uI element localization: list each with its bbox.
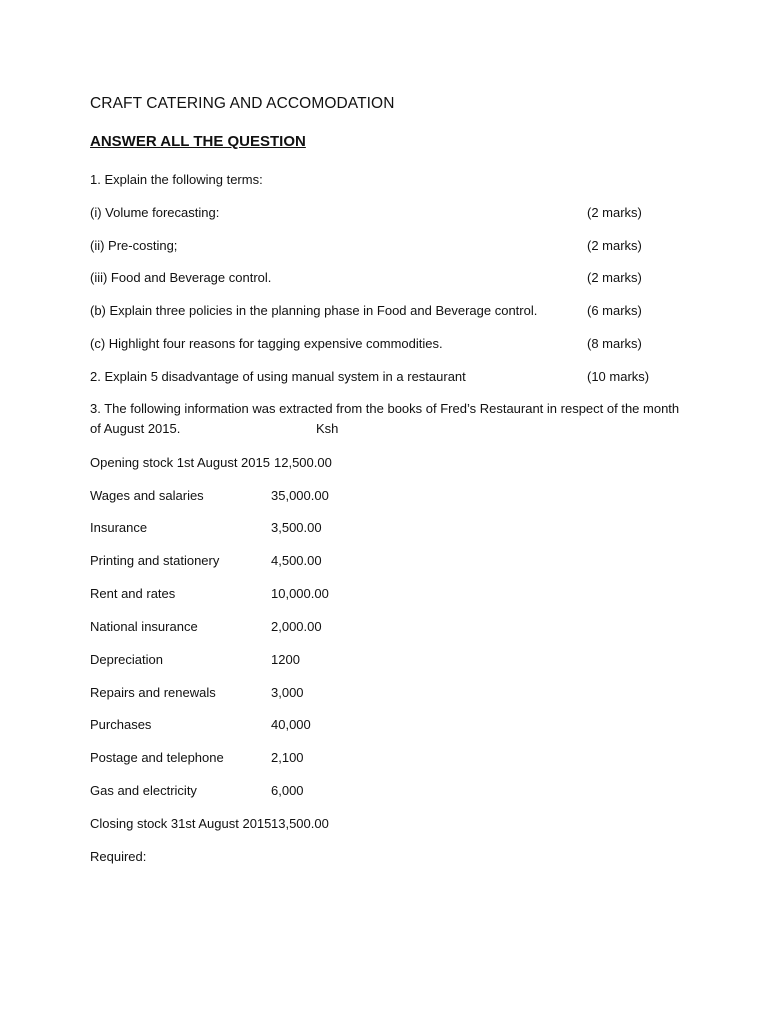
question-2: 2. Explain 5 disadvantage of using manual system in a restaurant: [90, 369, 466, 384]
row-label: Wages and salaries: [90, 488, 204, 503]
question-1-item-i-marks: (2 marks): [587, 205, 642, 220]
row-value: 3,000: [271, 685, 304, 700]
currency-label: Ksh: [316, 421, 339, 436]
row-label: Repairs and renewals: [90, 685, 216, 700]
row-value: 2,100: [271, 750, 304, 765]
row-value: 6,000: [271, 783, 304, 798]
question-3-intro-line-1: 3. The following information was extracted from the books of Fred’s Restaurant in respect of the month: [90, 401, 680, 416]
instruction-heading: ANSWER ALL THE QUESTION: [90, 133, 306, 150]
question-1-item-c: (c) Highlight four reasons for tagging expensive commodities.: [90, 336, 443, 351]
row-value: 2,000.00: [271, 619, 322, 634]
row-label: Gas and electricity: [90, 783, 197, 798]
question-1-item-i: (i) Volume forecasting:: [90, 205, 220, 220]
required-label: Required:: [90, 849, 147, 864]
row-label: Insurance: [90, 520, 148, 535]
row-label: Printing and stationery: [90, 553, 220, 568]
question-1-item-iii: (iii) Food and Beverage control.: [90, 270, 272, 285]
question-3-intro-line-2: of August 2015.: [90, 421, 181, 436]
document-title: CRAFT CATERING AND ACCOMODATION: [90, 95, 395, 112]
row-value: 13,500.00: [271, 816, 329, 831]
question-1-item-b-marks: (6 marks): [587, 303, 642, 318]
row-label: National insurance: [90, 619, 198, 634]
row-value: 4,500.00: [271, 553, 322, 568]
row-label: Closing stock 31st August 2015: [90, 816, 272, 831]
row-label: Rent and rates: [90, 586, 176, 601]
question-1-item-ii-marks: (2 marks): [587, 238, 642, 253]
row-value: 35,000.00: [271, 488, 329, 503]
question-1-intro: 1. Explain the following terms:: [90, 172, 263, 187]
question-1-item-iii-marks: (2 marks): [587, 270, 642, 285]
row-label: Purchases: [90, 717, 152, 732]
row-value: 10,000.00: [271, 586, 329, 601]
row-value: 40,000: [271, 717, 311, 732]
question-1-item-c-marks: (8 marks): [587, 336, 642, 351]
question-1-item-b: (b) Explain three policies in the planning phase in Food and Beverage control.: [90, 303, 538, 318]
row-label: Opening stock 1st August 2015: [90, 455, 270, 470]
question-3-intro: [90, 399, 690, 439]
question-2-marks: (10 marks): [587, 369, 650, 384]
row-label: Postage and telephone: [90, 750, 224, 765]
row-value: 3,500.00: [271, 520, 322, 535]
question-1-item-ii: (ii) Pre-costing;: [90, 238, 178, 253]
row-value: 12,500.00: [274, 455, 332, 470]
row-label: Depreciation: [90, 652, 163, 667]
row-value: 1200: [271, 652, 300, 667]
